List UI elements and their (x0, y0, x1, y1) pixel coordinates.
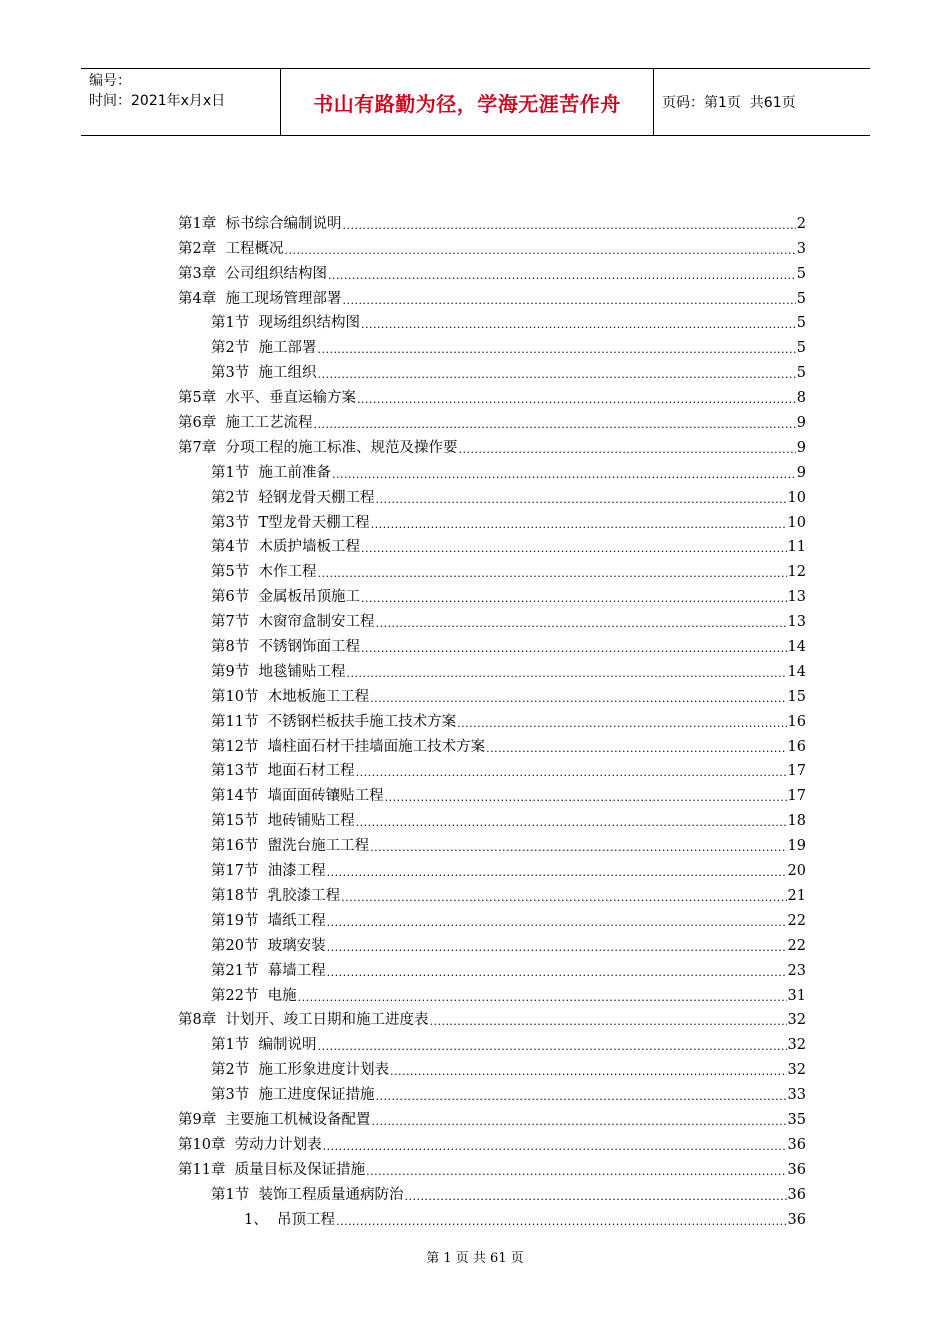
toc-entry[interactable] (178, 707, 806, 732)
toc-entry-page: 13 (787, 614, 806, 631)
toc-leader-dots (361, 317, 796, 333)
toc-entry[interactable] (178, 483, 806, 508)
toc-leader-dots (327, 940, 787, 956)
toc-entry-page: 36 (787, 1211, 806, 1228)
toc-entry-page: 9 (796, 415, 806, 432)
toc-entry[interactable] (178, 358, 806, 383)
toc-entry[interactable] (178, 956, 806, 981)
toc-entry[interactable] (178, 607, 806, 632)
toc-entry-title: 第8节 不锈钢饰面工程 (211, 639, 360, 656)
toc-leader-dots (370, 840, 786, 856)
toc-leader-dots (371, 517, 787, 533)
toc-entry[interactable] (178, 682, 806, 707)
toc-entry[interactable] (178, 856, 806, 881)
toc-entry-title: 第8章 计划开、竣工日期和施工进度表 (178, 1012, 429, 1029)
toc-entry-page: 32 (787, 1037, 806, 1054)
toc-entry-page: 20 (787, 863, 806, 880)
toc-entry-page: 8 (796, 390, 806, 407)
toc-entry-title: 第1节 施工前准备 (211, 464, 331, 481)
toc-entry-title: 第3节 T型龙骨天棚工程 (211, 514, 370, 531)
toc-entry[interactable] (178, 1030, 806, 1055)
toc-leader-dots (361, 591, 787, 607)
toc-entry-page: 5 (796, 340, 806, 357)
toc-entry-title: 第3章 公司组织结构图 (178, 265, 327, 282)
toc-entry[interactable] (178, 582, 806, 607)
toc-entry-title: 第17节 油漆工程 (211, 863, 326, 880)
toc-leader-dots (429, 1014, 786, 1030)
toc-leader-dots (317, 1039, 786, 1055)
toc-entry-page: 13 (787, 589, 806, 606)
toc-entry-page: 9 (796, 439, 806, 456)
toc-entry[interactable] (178, 557, 806, 582)
toc-leader-dots (342, 218, 795, 234)
toc-entry-title: 第3节 施工组织 (211, 365, 317, 382)
toc-leader-dots (298, 990, 787, 1006)
toc-entry[interactable] (178, 284, 806, 309)
toc-entry-title: 第1章 标书综合编制说明 (178, 215, 342, 232)
toc-leader-dots (371, 1114, 786, 1130)
toc-entry[interactable] (178, 1155, 806, 1180)
toc-entry-page: 15 (787, 688, 806, 705)
toc-entry-page: 9 (796, 464, 806, 481)
toc-entry[interactable] (178, 458, 806, 483)
toc-entry[interactable] (178, 508, 806, 533)
header-page-info-text: 页码：第1页 共61页 (662, 95, 796, 111)
toc-leader-dots (375, 1089, 786, 1105)
toc-entry-title: 第20节 玻璃安装 (211, 937, 326, 954)
toc-entry-page: 36 (787, 1161, 806, 1178)
toc-leader-dots (390, 1064, 787, 1080)
toc-leader-dots (317, 566, 786, 582)
toc-entry-title: 第6章 施工工艺流程 (178, 415, 313, 432)
toc-entry-page: 36 (787, 1186, 806, 1203)
toc-entry-title: 第13节 地面石材工程 (211, 763, 355, 780)
toc-entry-title: 第21节 幕墙工程 (211, 962, 326, 979)
toc-entry[interactable] (178, 209, 806, 234)
toc-entry-page: 16 (787, 738, 806, 755)
toc-leader-dots (313, 417, 795, 433)
toc-entry-title: 第4节 木质护墙板工程 (211, 539, 360, 556)
toc-leader-dots (341, 890, 786, 906)
toc-leader-dots (375, 492, 786, 508)
toc-entry-title: 第4章 施工现场管理部署 (178, 290, 342, 307)
toc-entry-title: 第2章 工程概况 (178, 240, 284, 257)
page-footer (0, 1247, 950, 1266)
toc-leader-dots (361, 541, 787, 557)
toc-entry-title: 第10节 木地板施工工程 (211, 688, 370, 705)
header-page-info (654, 69, 870, 135)
toc-entry-page: 11 (787, 539, 806, 556)
toc-leader-dots (332, 467, 796, 483)
toc-entry-title: 第5节 木作工程 (211, 564, 317, 581)
toc-leader-dots (342, 293, 795, 309)
toc-entry[interactable] (178, 234, 806, 259)
toc-entry[interactable] (178, 906, 806, 931)
toc-entry-title: 第2节 轻钢龙骨天棚工程 (211, 489, 375, 506)
toc-entry-page: 14 (787, 639, 806, 656)
toc-entry-title: 第3节 施工进度保证措施 (211, 1087, 375, 1104)
toc-entry-title: 第14节 墙面面砖镶贴工程 (211, 788, 384, 805)
toc-entry-page: 10 (787, 514, 806, 531)
toc-entry[interactable] (178, 931, 806, 956)
toc-leader-dots (327, 915, 787, 931)
toc-leader-dots (366, 1164, 786, 1180)
toc-entry[interactable] (178, 433, 806, 458)
toc-entry-title: 第12节 墙柱面石材干挂墙面施工技术方案 (211, 738, 486, 755)
toc-entry-title: 第7节 木窗帘盒制安工程 (211, 614, 375, 631)
document-header (81, 68, 870, 136)
toc-leader-dots (327, 865, 787, 881)
toc-entry-title: 第2节 施工形象进度计划表 (211, 1062, 389, 1079)
toc-entry[interactable] (178, 657, 806, 682)
toc-entry-title: 第7章 分项工程的施工标准、规范及操作要 (178, 439, 458, 456)
toc-leader-dots (458, 442, 795, 458)
toc-entry-title: 第5章 水平、垂直运输方案 (178, 390, 356, 407)
toc-entry-page: 5 (796, 315, 806, 332)
toc-leader-dots (328, 268, 796, 284)
table-of-contents (178, 209, 806, 1230)
toc-entry[interactable] (178, 632, 806, 657)
toc-entry-title: 第11章 质量目标及保证措施 (178, 1161, 366, 1178)
toc-entry-page: 3 (796, 240, 806, 257)
toc-entry-page: 19 (787, 838, 806, 855)
toc-entry-page: 5 (796, 365, 806, 382)
toc-entry-page: 5 (796, 265, 806, 282)
toc-entry-page: 31 (787, 987, 806, 1004)
toc-entry[interactable] (178, 383, 806, 408)
toc-entry-title: 第22节 电施 (211, 987, 297, 1004)
toc-entry[interactable] (178, 1180, 806, 1205)
toc-leader-dots (317, 367, 795, 383)
toc-entry-page: 33 (787, 1087, 806, 1104)
toc-entry-title: 第15节 地砖铺贴工程 (211, 813, 355, 830)
toc-entry-title: 第10章 劳动力计划表 (178, 1136, 322, 1153)
toc-entry-title: 第16节 盥洗台施工工程 (211, 838, 370, 855)
toc-entry-title: 1、 吊顶工程 (244, 1211, 335, 1228)
toc-entry-title: 第2节 施工部署 (211, 340, 317, 357)
footer-page-number: 第 1 页 共 61 页 (426, 1251, 524, 1266)
toc-entry-page: 35 (787, 1111, 806, 1128)
toc-leader-dots (404, 1189, 786, 1205)
toc-entry-page: 18 (787, 813, 806, 830)
toc-entry[interactable] (178, 333, 806, 358)
toc-entry[interactable] (178, 1130, 806, 1155)
toc-leader-dots (336, 1214, 787, 1230)
toc-entry[interactable] (178, 1105, 806, 1130)
toc-entry-page: 23 (787, 962, 806, 979)
toc-leader-dots (356, 765, 787, 781)
toc-entry-page: 17 (787, 788, 806, 805)
toc-entry[interactable] (178, 408, 806, 433)
toc-entry[interactable] (178, 1055, 806, 1080)
toc-leader-dots (486, 741, 786, 757)
toc-leader-dots (346, 666, 786, 682)
document-time-label: 时间：2021年x月x日 (89, 93, 226, 109)
toc-entry[interactable] (178, 1006, 806, 1031)
toc-entry-page: 2 (796, 215, 806, 232)
toc-entry[interactable] (178, 1205, 806, 1230)
toc-entry[interactable] (178, 757, 806, 782)
toc-entry-page: 22 (787, 937, 806, 954)
toc-entry-page: 32 (787, 1012, 806, 1029)
toc-entry-page: 16 (787, 713, 806, 730)
toc-entry[interactable] (178, 259, 806, 284)
toc-entry-title: 第9节 地毯铺贴工程 (211, 663, 346, 680)
toc-leader-dots (357, 392, 796, 408)
toc-leader-dots (284, 243, 795, 259)
toc-leader-dots (327, 965, 787, 981)
toc-entry[interactable] (178, 1080, 806, 1105)
toc-entry[interactable] (178, 533, 806, 558)
toc-entry[interactable] (178, 309, 806, 334)
toc-leader-dots (323, 1139, 787, 1155)
toc-leader-dots (375, 616, 786, 632)
toc-entry-title: 第6节 金属板吊顶施工 (211, 589, 360, 606)
toc-entry[interactable] (178, 781, 806, 806)
toc-entry-page: 32 (787, 1062, 806, 1079)
toc-entry-page: 17 (787, 763, 806, 780)
toc-entry-title: 第1节 现场组织结构图 (211, 315, 360, 332)
toc-entry-title: 第19节 墙纸工程 (211, 912, 326, 929)
toc-entry-title: 第18节 乳胶漆工程 (211, 887, 341, 904)
toc-leader-dots (385, 790, 787, 806)
toc-entry[interactable] (178, 831, 806, 856)
toc-entry-page: 36 (787, 1136, 806, 1153)
header-motto: 书山有路勤为径，学海无涯苦作舟 (281, 69, 654, 135)
toc-entry-page: 10 (787, 489, 806, 506)
toc-entry-title: 第9章 主要施工机械设备配置 (178, 1111, 371, 1128)
toc-entry-page: 22 (787, 912, 806, 929)
toc-entry-title: 第1节 装饰工程质量通病防治 (211, 1186, 404, 1203)
toc-leader-dots (356, 815, 787, 831)
toc-entry[interactable] (178, 732, 806, 757)
toc-leader-dots (457, 716, 786, 732)
toc-entry-page: 12 (787, 564, 806, 581)
toc-entry-title: 第11节 不锈钢栏板扶手施工技术方案 (211, 713, 457, 730)
toc-entry[interactable] (178, 806, 806, 831)
toc-leader-dots (361, 641, 787, 657)
toc-entry[interactable] (178, 981, 806, 1006)
toc-entry[interactable] (178, 881, 806, 906)
toc-entry-page: 21 (787, 887, 806, 904)
document-number-label: 编号： (89, 73, 131, 89)
toc-entry-title: 第1节 编制说明 (211, 1037, 317, 1054)
toc-leader-dots (370, 691, 786, 707)
toc-entry-page: 5 (796, 290, 806, 307)
header-meta (81, 69, 281, 135)
toc-leader-dots (317, 342, 795, 358)
toc-entry-page: 14 (787, 663, 806, 680)
